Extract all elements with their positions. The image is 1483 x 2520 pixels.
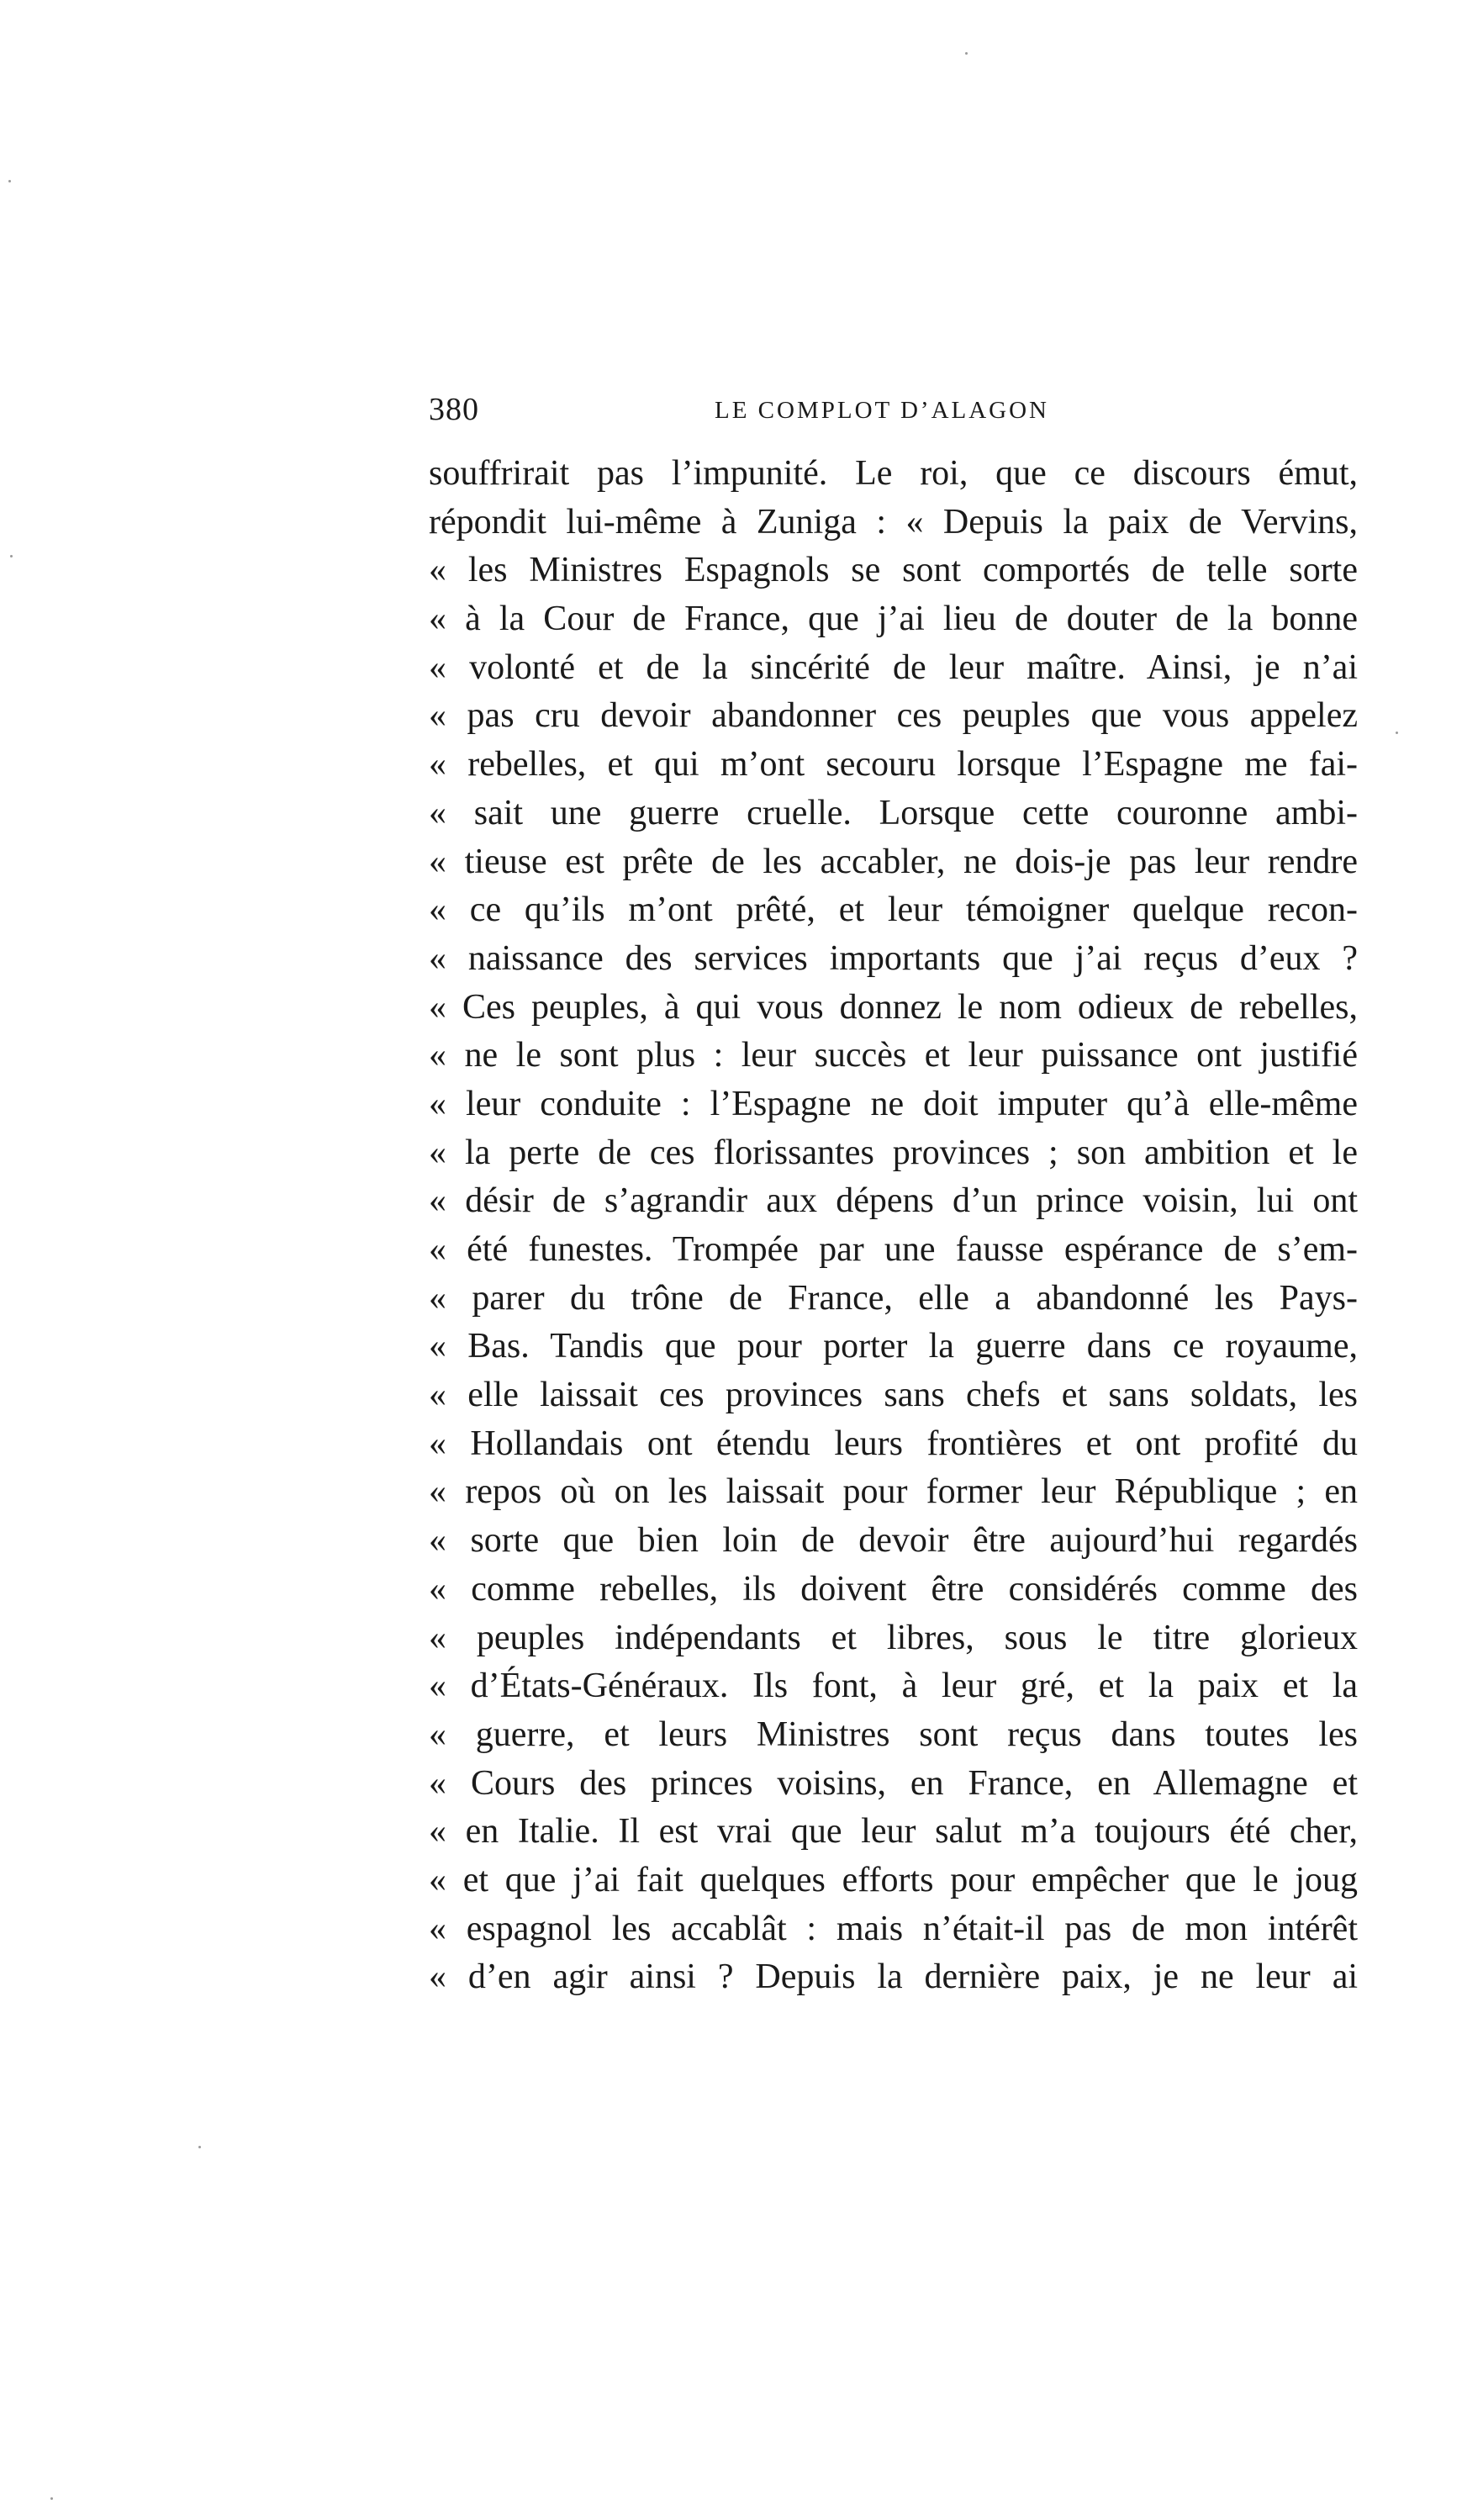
- text-line-30: « et que j’ai fait quelques efforts pour empêcher que le joug: [429, 1860, 1358, 1899]
- text-line-2: répondit lui-même à Zuniga : « Depuis la paix de Vervins,: [429, 502, 1358, 542]
- running-title: LE COMPLOT D’ALAGON: [715, 397, 1050, 424]
- text-line-5: « volonté et de la sincérité de leur maître. Ainsi, je n’ai: [429, 647, 1358, 687]
- paper-speck: [10, 555, 13, 557]
- text-line-11: « naissance des services importants que j’ai reçus d’eux ?: [429, 938, 1358, 978]
- text-line-1: souffrirait pas l’impunité. Le roi, que ce discours émut,: [429, 454, 1358, 493]
- text-line-23: « sorte que bien loin de devoir être aujourd’hui regardés: [429, 1521, 1358, 1561]
- text-line-21: « Hollandais ont étendu leurs frontières et ont profité du: [429, 1424, 1358, 1463]
- text-line-16: « désir de s’agrandir aux dépens d’un prince voisin, lui ont: [429, 1181, 1358, 1221]
- text-line-24: « comme rebelles, ils doivent être considérés comme des: [429, 1569, 1358, 1609]
- running-head: [429, 388, 1358, 431]
- text-line-14: « leur conduite : l’Espagne ne doit imputer qu’à elle-même: [429, 1084, 1358, 1123]
- text-line-12: « Ces peuples, à qui vous donnez le nom odieux de rebelles,: [429, 987, 1358, 1027]
- text-line-26: « d’États-Généraux. Ils font, à leur gré, et la paix et la: [429, 1667, 1358, 1706]
- body-text: [429, 450, 1358, 2002]
- paper-speck: [965, 52, 968, 55]
- text-line-22: « repos où on les laissait pour former leur République ; en: [429, 1472, 1358, 1512]
- text-line-25: « peuples indépendants et libres, sous le titre glorieux: [429, 1618, 1358, 1657]
- text-line-8: « sait une guerre cruelle. Lorsque cette couronne ambi-: [429, 793, 1358, 832]
- text-line-32: « d’en agir ainsi ? Depuis la dernière paix, je ne leur ai: [429, 1957, 1358, 1997]
- text-line-17: « été funestes. Trompée par une fausse espérance de s’em-: [429, 1230, 1358, 1269]
- text-line-4: « à la Cour de France, que j’ai lieu de douter de la bonne: [429, 600, 1358, 639]
- text-line-6: « pas cru devoir abandonner ces peuples que vous appelez: [429, 696, 1358, 736]
- text-line-27: « guerre, et leurs Ministres sont reçus dans toutes les: [429, 1714, 1358, 1754]
- paper-speck: [1396, 732, 1398, 734]
- page-number: 380: [429, 392, 479, 427]
- text-line-18: « parer du trône de France, elle a abandonné les Pays-: [429, 1278, 1358, 1318]
- text-line-15: « la perte de ces florissantes provinces ; son ambition et le: [429, 1133, 1358, 1172]
- text-line-31: « espagnol les accablât : mais n’était-il pas de mon intérêt: [429, 1909, 1358, 1948]
- text-line-28: « Cours des princes voisins, en France, en Allemagne et: [429, 1763, 1358, 1803]
- text-line-7: « rebelles, et qui m’ont secouru lorsque l’Espagne me fai-: [429, 745, 1358, 785]
- paper-speck: [198, 2146, 201, 2148]
- text-line-13: « ne le sont plus : leur succès et leur puissance ont justifié: [429, 1036, 1358, 1075]
- paper-speck: [50, 2497, 53, 2500]
- paper-speck: [8, 180, 11, 182]
- text-line-19: « Bas. Tandis que pour porter la guerre dans ce royaume,: [429, 1327, 1358, 1366]
- text-line-3: « les Ministres Espagnols se sont comportés de telle sorte: [429, 551, 1358, 590]
- text-line-10: « ce qu’ils m’ont prêté, et leur témoigner quelque recon-: [429, 890, 1358, 930]
- text-line-20: « elle laissait ces provinces sans chefs et sans soldats, les: [429, 1376, 1358, 1415]
- text-line-29: « en Italie. Il est vrai que leur salut m’a toujours été cher,: [429, 1812, 1358, 1852]
- text-line-9: « tieuse est prête de les accabler, ne dois-je pas leur rendre: [429, 842, 1358, 881]
